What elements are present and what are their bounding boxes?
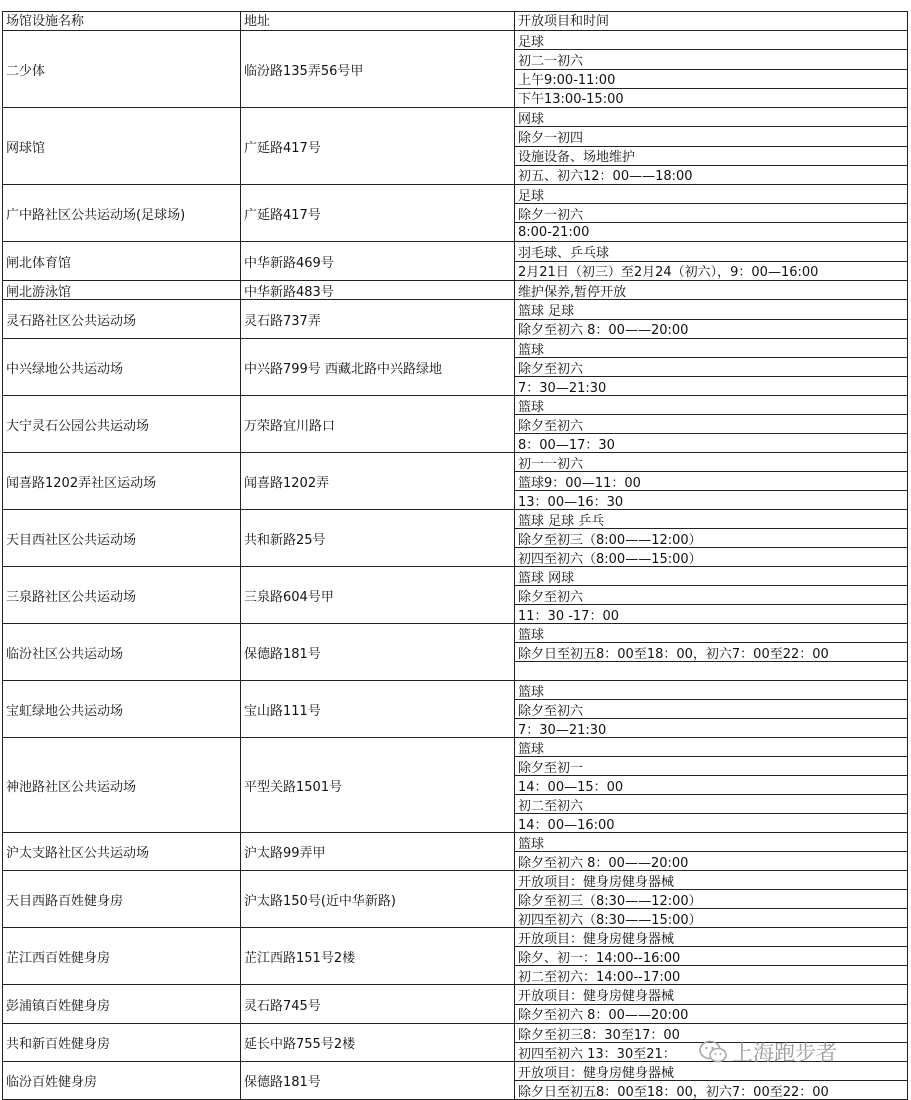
- table-row: [2, 281, 908, 300]
- hours-line: 初四至初六（8:30——15:00）: [518, 912, 702, 927]
- hours-line: 下午13:00-15:00: [518, 92, 624, 107]
- venue-name: 大宁灵石公园公共运动场: [3, 396, 241, 452]
- venue-address: 临汾路135弄56号甲: [241, 31, 515, 107]
- hours-line: 13：00—16：30: [518, 494, 624, 509]
- venue-address: 灵石路737弄: [241, 300, 515, 338]
- hours-line: 篮球: [515, 681, 907, 700]
- venue-address: 万荣路宜川路口: [241, 396, 515, 452]
- venue-hours: [515, 185, 907, 241]
- hours-line: 篮球 足球: [515, 300, 907, 320]
- venue-hours: [515, 681, 907, 737]
- venue-hours: [515, 871, 907, 927]
- venue-hours: [515, 985, 907, 1023]
- venue-address: 三泉路604号甲: [241, 567, 515, 623]
- watermark: [698, 1036, 837, 1068]
- table-row: [2, 833, 908, 871]
- venue-name: 三泉路社区公共运动场: [3, 567, 241, 623]
- venue-hours: [515, 339, 907, 395]
- hours-line: 除夕至初三8：30至17：00: [515, 1024, 907, 1043]
- hours-line: 维护保养,暂停开放: [518, 284, 627, 299]
- hours-line: 除夕至初六: [515, 358, 907, 377]
- table-row: [2, 31, 908, 108]
- venue-hours: [515, 928, 907, 984]
- venue-address: 中兴路799号 西藏北路中兴路绿地: [241, 339, 515, 395]
- hours-line: 11：30 -17：00: [518, 608, 619, 623]
- venue-name: 网球馆: [3, 108, 241, 184]
- venue-name: 宝虹绿地公共运动场: [3, 681, 241, 737]
- table-row: [2, 185, 908, 242]
- venue-name: 闻喜路1202弄社区运动场: [3, 453, 241, 509]
- hours-line: 除夕、初一：14:00--16:00: [515, 947, 907, 966]
- hours-line: 篮球: [515, 624, 907, 643]
- hours-line: 除夕至初六 8：00——20:00: [518, 323, 689, 338]
- header-hours: 开放项目和时间: [518, 14, 610, 29]
- hours-line: 网球: [515, 108, 907, 127]
- venue-address: 广延路417号: [241, 185, 515, 241]
- venue-hours: [515, 108, 907, 184]
- hours-line: 初二一初六: [515, 50, 907, 69]
- table-row: [2, 453, 908, 510]
- venue-hours: [515, 453, 907, 509]
- venue-hours: [515, 300, 907, 338]
- venue-hours: [515, 31, 907, 107]
- venue-hours: [515, 396, 907, 452]
- header-address: 地址: [241, 12, 515, 30]
- venue-hours: [515, 738, 907, 832]
- hours-line: 除夕至初六 8：00——20:00: [518, 855, 689, 870]
- venue-address: 沪太路150号(近中华新路): [241, 871, 515, 927]
- hours-line: 上午9:00-11:00: [515, 70, 907, 89]
- venue-address: 中华新路483号: [241, 281, 515, 299]
- hours-line: 初二至初六: [515, 795, 907, 814]
- table-row: [2, 738, 908, 833]
- venue-address: 保德路181号: [241, 1062, 515, 1099]
- table-header: [2, 11, 908, 31]
- table-row: [2, 624, 908, 681]
- hours-line: 篮球9：00—11：00: [515, 472, 907, 491]
- hours-line: [515, 662, 907, 680]
- hours-line: 14：00—16:00: [518, 817, 615, 832]
- hours-line: 篮球: [515, 738, 907, 757]
- table-row: [2, 871, 908, 928]
- venue-hours: [515, 567, 907, 623]
- hours-line: 除夕至初三（8:30——12:00）: [515, 890, 907, 909]
- hours-line: 除夕至初一: [515, 757, 907, 776]
- header-name: 场馆设施名称: [3, 12, 241, 30]
- hours-line: 篮球: [515, 396, 907, 415]
- venue-address: 宝山路111号: [241, 681, 515, 737]
- venue-address: 保德路181号: [241, 624, 515, 680]
- hours-line: 除夕至初六 8：00——20:00: [518, 1008, 689, 1023]
- hours-line: 除夕至初六: [515, 700, 907, 719]
- hours-line: 篮球: [515, 339, 907, 358]
- hours-line: 羽毛球、乒乓球: [515, 242, 907, 262]
- hours-line: 篮球 网球: [515, 567, 907, 586]
- hours-line: 设施设备、场地维护: [515, 147, 907, 166]
- table-row: [2, 108, 908, 185]
- hours-line: 初一一初六: [515, 453, 907, 472]
- hours-line: 开放项目：健身房健身器械: [515, 871, 907, 890]
- table-row: [2, 510, 908, 567]
- venue-address: 沪太路99弄甲: [241, 833, 515, 870]
- hours-line: 除夕至初六: [515, 586, 907, 605]
- table-row: [2, 567, 908, 624]
- hours-line: 除夕日至初五8：00至18：00，初六7：00至22：00: [518, 1084, 829, 1099]
- venue-address: 平型关路1501号: [241, 738, 515, 832]
- venue-name: 沪太支路社区公共运动场: [3, 833, 241, 870]
- venue-address: 灵石路745号: [241, 985, 515, 1023]
- hours-line: 足球: [515, 185, 907, 204]
- table-row: [2, 681, 908, 738]
- venue-name: 临汾社区公共运动场: [3, 624, 241, 680]
- hours-line: 8：00—17：30: [518, 437, 615, 452]
- venue-name: 天目西社区公共运动场: [3, 510, 241, 566]
- hours-line: 8:00-21:00: [518, 224, 590, 240]
- table-row: [2, 242, 908, 281]
- venue-hours: [515, 624, 907, 680]
- venue-name: 灵石路社区公共运动场: [3, 300, 241, 338]
- venue-name: 闸北游泳馆: [3, 281, 241, 299]
- venue-address: 广延路417号: [241, 108, 515, 184]
- venue-name: 闸北体育馆: [3, 242, 241, 280]
- hours-line: 开放项目：健身房健身器械: [515, 928, 907, 947]
- venue-address: 闻喜路1202弄: [241, 453, 515, 509]
- hours-line: 除夕一初四: [515, 127, 907, 146]
- hours-line: 除夕至初六: [515, 415, 907, 434]
- venue-name: 中兴绿地公共运动场: [3, 339, 241, 395]
- venue-address: 芷江西路151号2楼: [241, 928, 515, 984]
- hours-line: 初五、初六12：00——18:00: [518, 169, 693, 184]
- venue-hours: [515, 281, 907, 299]
- hours-line: 7：30—21:30: [518, 722, 607, 737]
- venue-address: 共和新路25号: [241, 510, 515, 566]
- hours-line: 除夕至初三（8:00——12:00）: [515, 529, 907, 548]
- venue-name: 临汾百姓健身房: [3, 1062, 241, 1099]
- hours-line: 足球: [515, 31, 907, 50]
- venue-name: 芷江西百姓健身房: [3, 928, 241, 984]
- hours-line: 初二至初六：14:00--17:00: [518, 969, 681, 984]
- hours-line: 初四至初六 13：30至21：: [518, 1046, 676, 1061]
- venue-name: 广中路社区公共运动场(足球场): [3, 185, 241, 241]
- venue-hours: [515, 510, 907, 566]
- watermark-text: 上海跑步者: [732, 1041, 837, 1065]
- hours-line: 开放项目：健身房健身器械: [515, 1062, 907, 1081]
- venue-hours: [515, 242, 907, 280]
- table-row: [2, 396, 908, 453]
- wechat-icon: [698, 1039, 728, 1065]
- hours-line: 篮球: [515, 833, 907, 852]
- venue-name: 共和新百姓健身房: [3, 1024, 241, 1061]
- table-row: [2, 300, 908, 339]
- venue-address: 延长中路755号2楼: [241, 1024, 515, 1061]
- hours-line: 篮球 足球 乒乓: [515, 510, 907, 529]
- table-row: [2, 985, 908, 1024]
- venue-name: 天目西路百姓健身房: [3, 871, 241, 927]
- hours-line: 2月21日（初三）至2月24（初六），9：00—16:00: [518, 265, 819, 280]
- venue-name: 彭浦镇百姓健身房: [3, 985, 241, 1023]
- hours-line: 初四至初六（8:00——15:00）: [518, 551, 702, 566]
- table-row: [2, 339, 908, 396]
- venue-address: 中华新路469号: [241, 242, 515, 280]
- hours-line: 7：30—21:30: [518, 380, 607, 395]
- hours-line: 除夕日至初五8：00至18：00，初六7：00至22：00: [515, 643, 907, 662]
- table-row: [2, 928, 908, 985]
- venue-hours: [515, 833, 907, 870]
- hours-line: 开放项目：健身房健身器械: [515, 985, 907, 1005]
- hours-line: 除夕一初六: [515, 204, 907, 223]
- hours-line: 14：00—15：00: [515, 776, 907, 795]
- venue-name: 神池路社区公共运动场: [3, 738, 241, 832]
- venue-name: 二少体: [3, 31, 241, 107]
